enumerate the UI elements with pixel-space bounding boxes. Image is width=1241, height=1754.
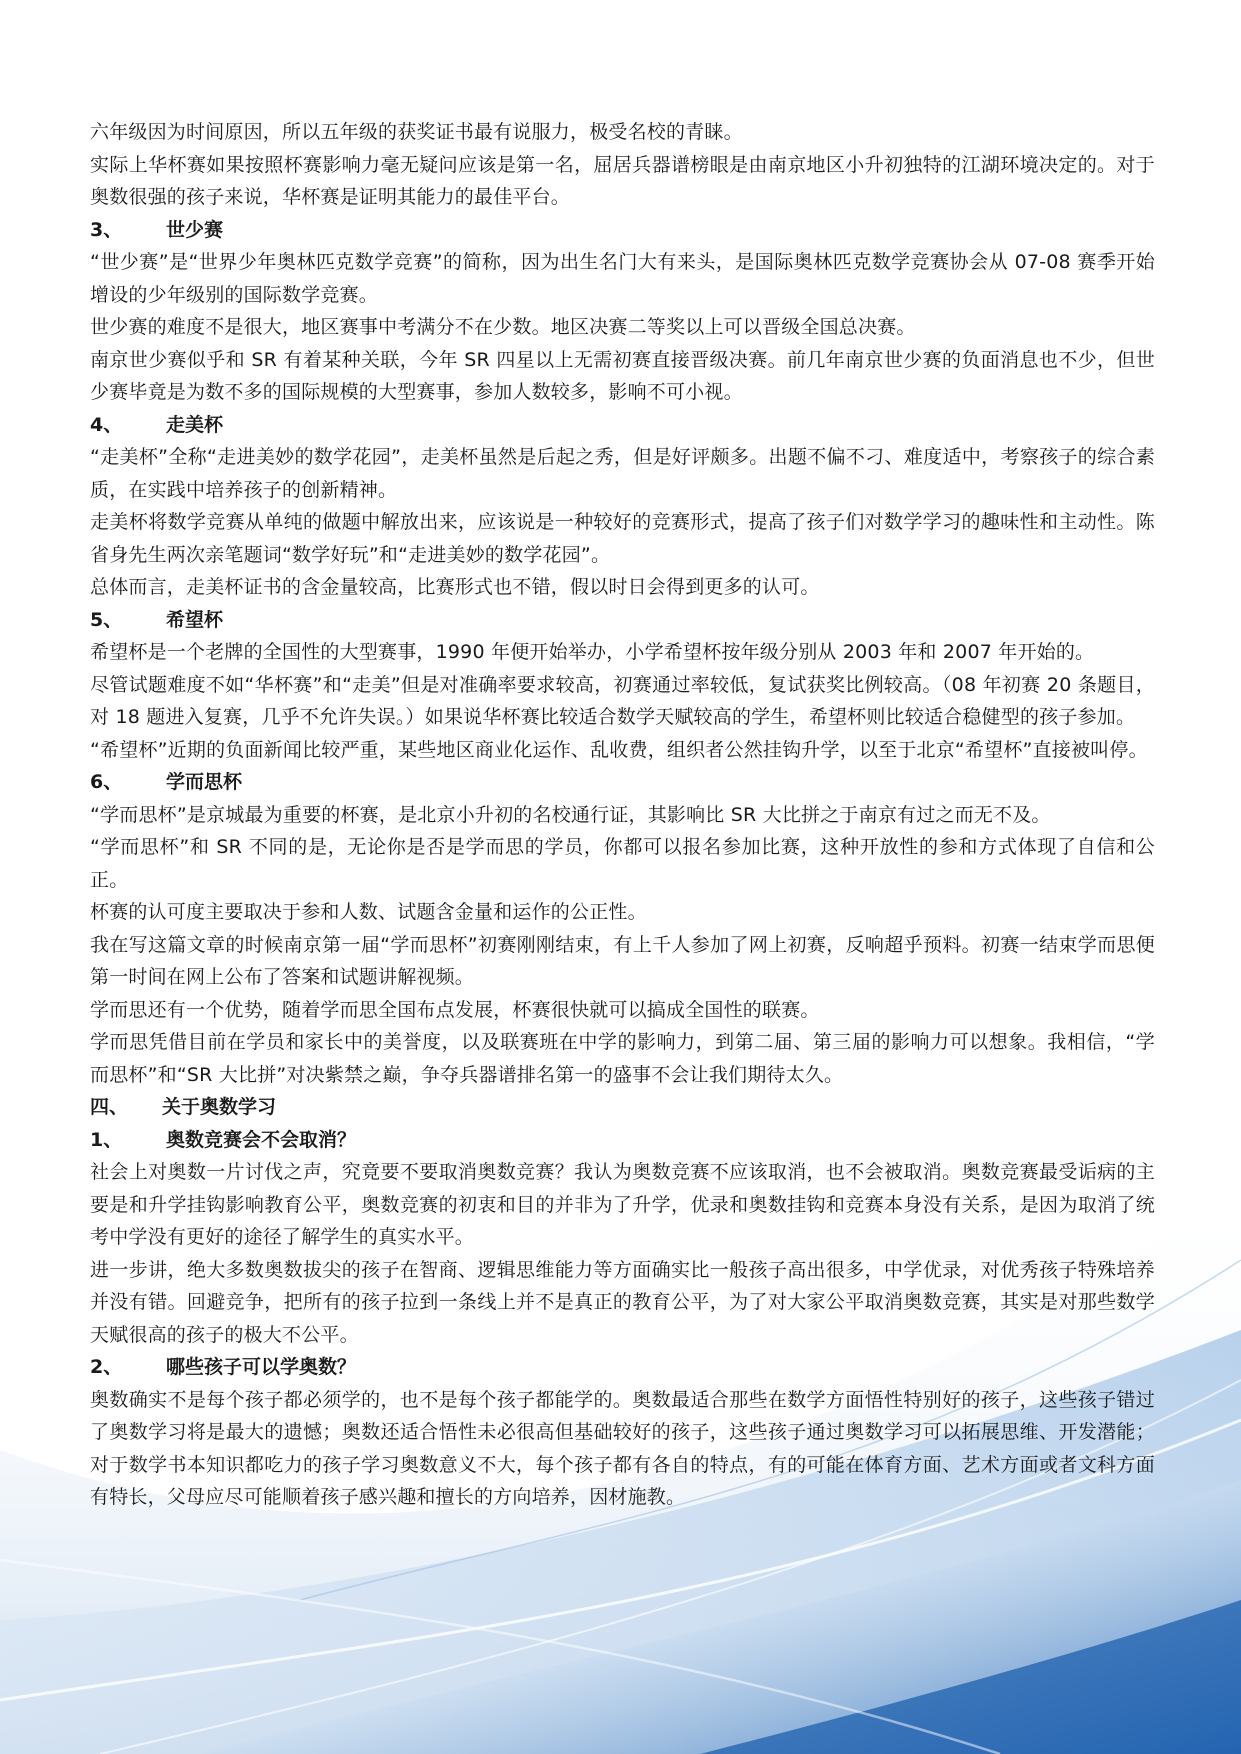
paragraph: 我在写这篇文章的时候南京第一届“学而思杯”初赛刚刚结束，有上千人参加了网上初赛，反响超乎预料。初赛一结束学而思便第一时间在网上公布了答案和试题讲解视频。: [90, 933, 1155, 988]
paragraph: 社会上对奥数一片讨伐之声，究竟要不要取消奥数竞赛？我认为奥数竞赛不应该取消，也不会被取消。奥数竞赛最受诟病的主要是和升学挂钩影响教育公平，奥数竞赛的初衷和目的并非为了升学，优录和奥数挂钩和竞赛本身没有关系，是因为取消了统考中学没有更好的途径了解学生的真实水平。: [90, 1161, 1155, 1248]
subsection-heading: [90, 766, 1155, 799]
heading-title: 关于奥数学习: [162, 1096, 277, 1118]
paragraph: 总体而言，走美杯证书的含金量较高，比赛形式也不错，假以时日会得到更多的认可。: [90, 576, 820, 598]
paragraph: 六年级因为时间原因，所以五年级的获奖证书最有说服力，极受名校的青睐。: [90, 121, 743, 143]
paragraph: 尽管试题难度不如“华杯赛”和“走美”但是对准确率要求较高，初赛通过率较低，复试获奖比例较高。（08 年初赛 20 条题目，对 18 题进入复赛，几乎不允许失误。）如果说华杯赛比较适合数学天赋较高的学生，希望杯则比较适合稳健型的孩子参加。: [90, 673, 1155, 728]
paragraph: “世少赛”是“世界少年奥林匹克数学竞赛”的简称，因为出生名门大有来头，是国际奥林匹克数学竞赛协会从 07-08 赛季开始增设的少年级别的国际数学竞赛。: [90, 251, 1155, 306]
heading-number: 6、: [90, 771, 123, 793]
subsection-heading: [90, 604, 1155, 637]
heading-number: 四、: [90, 1096, 129, 1118]
paragraph: 杯赛的认可度主要取决于参和人数、试题含金量和运作的公正性。: [90, 901, 647, 923]
heading-title: 走美杯: [166, 413, 224, 436]
heading-title: 世少赛: [166, 218, 224, 241]
subsection-heading: [90, 214, 1155, 247]
paragraph: 奥数确实不是每个孩子都必须学的，也不是每个孩子都能学的。奥数最适合那些在数学方面悟性特别好的孩子，这些孩子错过了奥数学习将是最大的遗憾；奥数还适合悟性未必很高但基础较好的孩子，这些孩子通过奥数学习可以拓展思维、开发潜能；对于数学书本知识都吃力的孩子学习奥数意义不大，每个孩子都有各自的特点，有的可能在体育方面、艺术方面或者文科方面有特长，父母应尽可能顺着孩子感兴趣和擅长的方向培养，因材施教。: [90, 1388, 1155, 1508]
heading-number: 3、: [90, 218, 123, 241]
heading-number: 5、: [90, 608, 123, 631]
heading-title: 学而思杯: [166, 771, 243, 793]
section-heading: [90, 1091, 1155, 1124]
heading-title: 希望杯: [166, 608, 224, 631]
paragraph: 学而思还有一个优势，随着学而思全国布点发展，杯赛很快就可以搞成全国性的联赛。: [90, 998, 820, 1021]
heading-title: 奥数竞赛会不会取消？: [166, 1128, 357, 1151]
paragraph: 世少赛的难度不是很大，地区赛事中考满分不在少数。地区决赛二等奖以上可以晋级全国总决赛。: [90, 316, 916, 338]
paragraph: 南京世少赛似乎和 SR 有着某种关联，今年 SR 四星以上无需初赛直接晋级决赛。前几年南京世少赛的负面消息也不少，但世少赛毕竟是为数不多的国际规模的大型赛事，参加人数较多，影响不可小视。: [90, 348, 1155, 403]
paragraph: 学而思凭借目前在学员和家长中的美誉度，以及联赛班在中学的影响力，到第二届、第三届的影响力可以想象。我相信，“学而思杯”和“SR 大比拼”对决紫禁之巅，争夺兵器谱排名第一的盛事不会让我们期待太久。: [90, 1031, 1155, 1086]
subsection-heading: [90, 409, 1155, 442]
heading-title: 哪些孩子可以学奥数？: [166, 1356, 357, 1378]
heading-number: 4、: [90, 413, 123, 436]
paragraph: 进一步讲，绝大多数奥数拔尖的孩子在智商、逻辑思维能力等方面确实比一般孩子高出很多，中学优录，对优秀孩子特殊培养并没有错。回避竞争，把所有的孩子拉到一条线上并不是真正的教育公平，为了对大家公平取消奥数竞赛，其实是对那些数学天赋很高的孩子的极大不公平。: [90, 1258, 1155, 1346]
heading-number: 2、: [90, 1356, 123, 1378]
paragraph: “学而思杯”是京城最为重要的杯赛，是北京小升初的名校通行证，其影响比 SR 大比拼之于南京有过之而无不及。: [90, 803, 1051, 826]
document-body: [90, 116, 1155, 1514]
paragraph: “走美杯”全称“走进美妙的数学花园”，走美杯虽然是后起之秀，但是好评颇多。出题不偏不刁、难度适中，考察孩子的综合素质，在实践中培养孩子的创新精神。: [90, 446, 1155, 501]
paragraph: “希望杯”近期的负面新闻比较严重，某些地区商业化运作、乱收费，组织者公然挂钩升学，以至于北京“希望杯”直接被叫停。: [90, 738, 1148, 761]
paragraph: “学而思杯”和 SR 不同的是，无论你是否是学而思的学员，你都可以报名参加比赛，这种开放性的参和方式体现了自信和公正。: [90, 836, 1155, 891]
subsection-heading: [90, 1351, 1155, 1384]
paragraph: 希望杯是一个老牌的全国性的大型赛事，1990 年便开始举办，小学希望杯按年级分别从 2003 年和 2007 年开始的。: [90, 641, 1095, 663]
paragraph: 实际上华杯赛如果按照杯赛影响力毫无疑问应该是第一名，屈居兵器谱榜眼是由南京地区小升初独特的江湖环境决定的。对于奥数很强的孩子来说，华杯赛是证明其能力的最佳平台。: [90, 153, 1155, 208]
paragraph: 走美杯将数学竞赛从单纯的做题中解放出来，应该说是一种较好的竞赛形式，提高了孩子们对数学学习的趣味性和主动性。陈省身先生两次亲笔题词“数学好玩”和“走进美妙的数学花园”。: [90, 511, 1155, 566]
heading-number: 1、: [90, 1128, 123, 1151]
subsection-heading: [90, 1124, 1155, 1157]
